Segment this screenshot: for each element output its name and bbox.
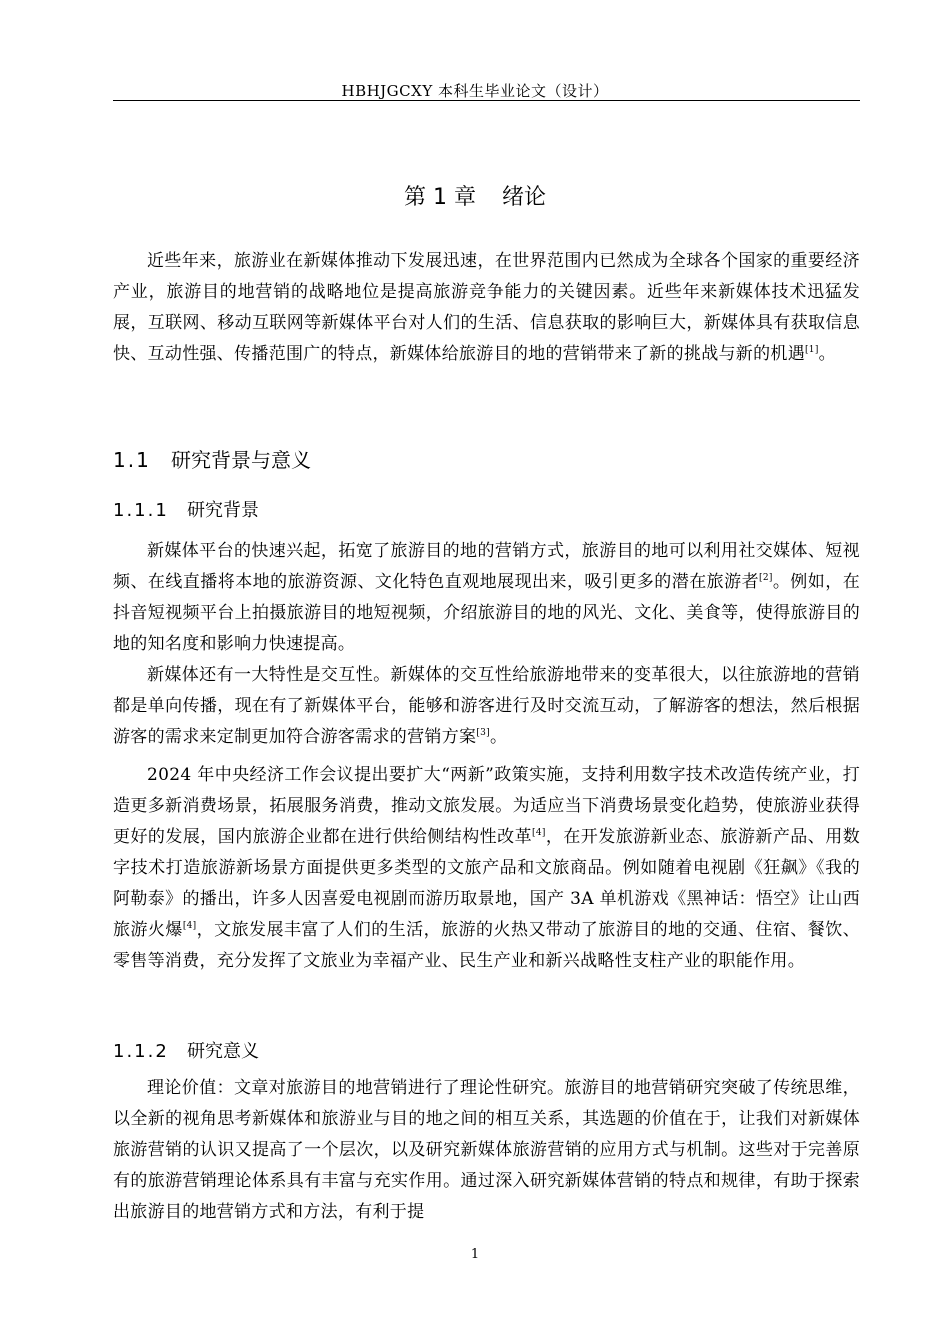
section-heading-1-1: [113, 444, 311, 473]
intro-paragraph: [113, 246, 860, 370]
section-heading-1-1-1: [113, 496, 259, 522]
header-rule: [113, 100, 860, 101]
subsection-number: 1.1.2: [113, 1041, 169, 1062]
subsection-number: 1.1.1: [113, 500, 169, 521]
chapter-title: 绪论: [501, 185, 546, 210]
significance-paragraph-1: [113, 1073, 860, 1228]
section-number: 1.1: [113, 448, 151, 472]
citation-ref: [2]: [759, 573, 773, 583]
intro-text: 近些年来，旅游业在新媒体推动下发展迅速，在世界范围内已然成为全球各个国家的重要经济产业，旅游目的地营销的战略地位是提高旅游竞争能力的关键因素。近些年来新媒体技术迅猛发展，互联网、移动互联网等新媒体平台对人们的生活、信息获取的影响巨大，新媒体具有获取信息快、互动性强、传播范围广的特点，新媒体给旅游目的地的营销带来了新的挑战与新的机遇: [113, 251, 860, 364]
intro-end: 。: [818, 344, 836, 364]
page-number: 1: [470, 1247, 480, 1262]
background-paragraph-3: [113, 760, 860, 977]
paragraph-text: ，在开发旅游新业态、旅游新产品、用数字技术打造旅游新场景方面提供更多类型的文旅产品和文旅商品。例如随着电视剧《狂飙》《我的阿勒泰》的播出，许多人因喜爱电视剧而游历取景地，国产 3A 单机游戏《黑神话：悟空》让山西旅游火爆: [113, 827, 860, 940]
citation-ref: [4]: [182, 921, 197, 931]
citation-ref: [4]: [532, 828, 546, 838]
paragraph-text: 2024 年中央经济工作会议提出要扩大“两新”政策实施，支持利用数字技术改造传统产业，打造更多新消费场景，拓展服务消费，推动文旅发展。为适应当下消费场景变化趋势，使旅游业获得更好的发展，国内旅游企业都在进行供给侧结构性改革: [113, 765, 860, 847]
chapter-heading: [0, 180, 950, 211]
chapter-number: 第 1 章: [404, 185, 476, 210]
paragraph-text: 新媒体平台的快速兴起，拓宽了旅游目的地的营销方式，旅游目的地可以利用社交媒体、短视频、在线直播将本地的旅游资源、文化特色直观地展现出来，吸引更多的潜在旅游者: [113, 541, 860, 592]
paragraph-text: ，文旅发展丰富了人们的生活，旅游的火热又带动了旅游目的地的交通、住宿、餐饮、零售等消费，充分发挥了文旅业为幸福产业、民生产业和新兴战略性支柱产业的职能作用。: [113, 920, 860, 971]
page-header: HBHJGCXY 本科生毕业论文（设计）: [341, 82, 609, 100]
paragraph-text: 新媒体还有一大特性是交互性。新媒体的交互性给旅游地带来的变革很大，以往旅游地的营销都是单向传播，现在有了新媒体平台，能够和游客进行及时交流互动，了解游客的想法，然后根据游客的需求来定制更加符合游客需求的营销方案: [113, 665, 860, 747]
section-heading-1-1-2: [113, 1037, 259, 1063]
citation-ref: [1]: [805, 345, 819, 355]
paragraph-text: 。: [489, 727, 508, 747]
paragraph-text: 。例如，在抖音短视频平台上拍摄旅游目的地短视频，介绍旅游目的地的风光、文化、美食等，使得旅游目的地的知名度和影响力快速提高。: [113, 572, 860, 654]
background-paragraph-1: [113, 536, 860, 660]
subsection-title: 研究背景: [187, 500, 259, 521]
section-title: 研究背景与意义: [171, 448, 311, 472]
subsection-title: 研究意义: [187, 1041, 259, 1062]
citation-ref: [3]: [476, 728, 490, 738]
paragraph-text: 理论价值：文章对旅游目的地营销进行了理论性研究。旅游目的地营销研究突破了传统思维，以全新的视角思考新媒体和旅游业与目的地之间的相互关系，其选题的价值在于，让我们对新媒体旅游营销的认识又提高了一个层次，以及研究新媒体旅游营销的应用方式与机制。这些对于完善原有的旅游营销理论体系具有丰富与充实作用。通过深入研究新媒体营销的特点和规律，有助于探索出旅游目的地营销方式和方法，有利于提: [113, 1078, 860, 1222]
background-paragraph-2: [113, 660, 860, 753]
